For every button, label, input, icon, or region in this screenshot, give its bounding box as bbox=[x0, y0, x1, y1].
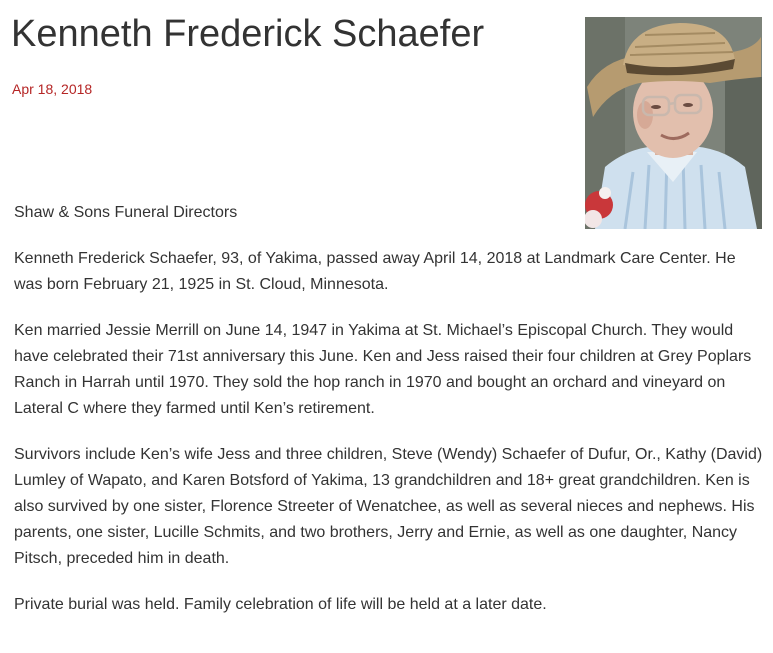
obituary-body bbox=[14, 200, 766, 638]
publish-date: Apr 18, 2018 bbox=[12, 81, 93, 97]
obituary-paragraph-2: Ken married Jessie Merrill on June 14, 1947 in Yakima at St. Michael’s Episcopal Church. They would have celebrated their 71st anniversary this June. Ken and Jess raised their four children at Grey Poplars Ranch in Harrah until 1970. They sold the hop ranch in 1970 and bought an orchard and vineyard on Lateral C where they farmed until Ken’s retirement. bbox=[14, 322, 752, 417]
funeral-home-name: Shaw & Sons Funeral Directors bbox=[14, 204, 238, 221]
page-title: Kenneth Frederick Schaefer bbox=[11, 13, 485, 55]
obituary-paragraph-3: Survivors include Ken’s wife Jess and three children, Steve (Wendy) Schaefer of Dufur, Or., Kathy (David) Lumley of Wapato, and Karen Botsford of Yakima, 13 grandchildren and 18+ great grandchildren. Ken is also survived by one sister, Florence Streeter of Wenatchee, as well as several nieces and nephews. His parents, one sister, Lucille Schmits, and two brothers, Jerry and Ernie, as well as one daughter, Nancy Pitsch, preceded him in death. bbox=[14, 446, 763, 567]
portrait-image bbox=[585, 17, 762, 229]
obituary-paragraph-4: Private burial was held. Family celebration of life will be held at a later date. bbox=[14, 596, 547, 613]
portrait-photo[interactable] bbox=[585, 17, 762, 229]
obituary-paragraph-1: Kenneth Frederick Schaefer, 93, of Yakima, passed away April 14, 2018 at Landmark Care Center. He was born February 21, 1925 in St. Cloud, Minnesota. bbox=[14, 250, 736, 293]
